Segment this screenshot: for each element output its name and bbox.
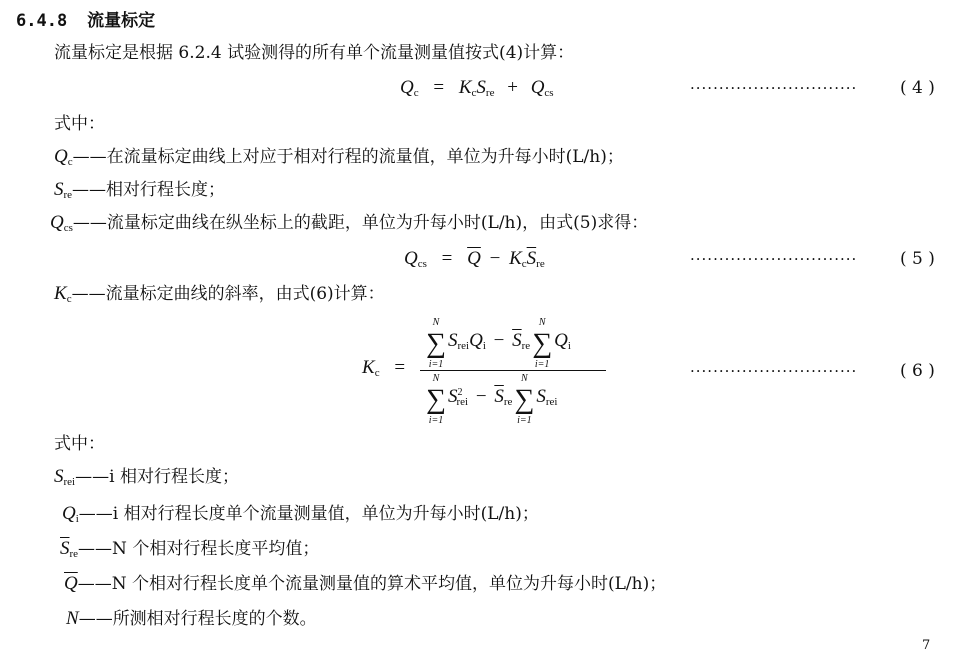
definition-kc: $K_c——$流量标定曲线的斜率，由式(6)计算： xyxy=(54,283,385,305)
definition-qc: $Q_c——$在流量标定曲线上对应于相对行程的流量值，单位为升每小时(L/h)； xyxy=(54,146,624,168)
definition-qbar: $\overline{Q}——N$ 个相对行程长度单个流量测量值的算术平均值，单位为升每小时(L/h)； xyxy=(64,573,667,594)
where-label-1: 式中： xyxy=(54,114,105,134)
sum-sign: N ∑ i=1 xyxy=(426,373,446,426)
equation-4: $Q_c = K_cS_{re} + Q_{cs}$ xyxy=(400,77,554,99)
equation-6-numerator: N ∑ i=1 $S_{rei}Q_i - \overline{S}_{re}$ N ∑ i=1 $Q_i$ xyxy=(424,328,571,360)
equation-6-fraction xyxy=(420,318,606,428)
equation-6-number: ( 6 ) xyxy=(900,361,935,381)
definition-sre: $S_{re}——$相对行程长度； xyxy=(54,179,226,201)
where-label-2: 式中： xyxy=(54,434,105,454)
sum-sign: N ∑ i=1 xyxy=(426,317,446,370)
definition-n: N——所测相对行程长度的个数。 xyxy=(66,608,317,629)
equation-4-number: ( 4 ) xyxy=(900,78,935,98)
equation-5-number: ( 5 ) xyxy=(900,249,935,269)
definition-qi: $Q_i——i$ 相对行程长度单个流量测量值，单位为升每小时(L/h)； xyxy=(62,503,539,525)
fraction-bar xyxy=(420,370,606,371)
equation-5: $Q_{cs} = \overline{Q} - K_c\overline{S}_{re}$ xyxy=(404,248,545,270)
equation-4-leader: ····························· xyxy=(690,79,858,97)
equation-6-leader: ····························· xyxy=(690,362,858,380)
section-heading xyxy=(16,10,155,32)
intro-paragraph: 流量标定是根据 6.2.4 试验测得的所有单个流量测量值按式(4)计算： xyxy=(54,43,575,63)
definition-srei: $S_{rei}——i$ 相对行程长度； xyxy=(54,466,239,488)
page-number: 7 xyxy=(922,638,931,653)
section-title: 流量标定 xyxy=(87,11,156,31)
definition-qcs: $Q_{cs}——$流量标定曲线在纵坐标上的截距，单位为升每小时(L/h)，由式(5)求得： xyxy=(50,212,649,234)
sum-sign: N ∑ i=1 xyxy=(514,373,535,426)
equation-5-leader: ····························· xyxy=(690,250,858,268)
definition-sbar: $\overline{S}_{re}——N$ 个相对行程长度平均值； xyxy=(60,538,320,560)
sum-sign: N ∑ i=1 xyxy=(532,317,553,370)
equation-6-denominator: N ∑ i=1 $S^2_{rei} - \overline{S}_{re}$ N ∑ i=1 $S_{rei}$ xyxy=(424,384,557,416)
equation-6-lhs: $K_c$ = xyxy=(362,357,406,379)
section-number: 6.4.8 xyxy=(16,11,68,31)
